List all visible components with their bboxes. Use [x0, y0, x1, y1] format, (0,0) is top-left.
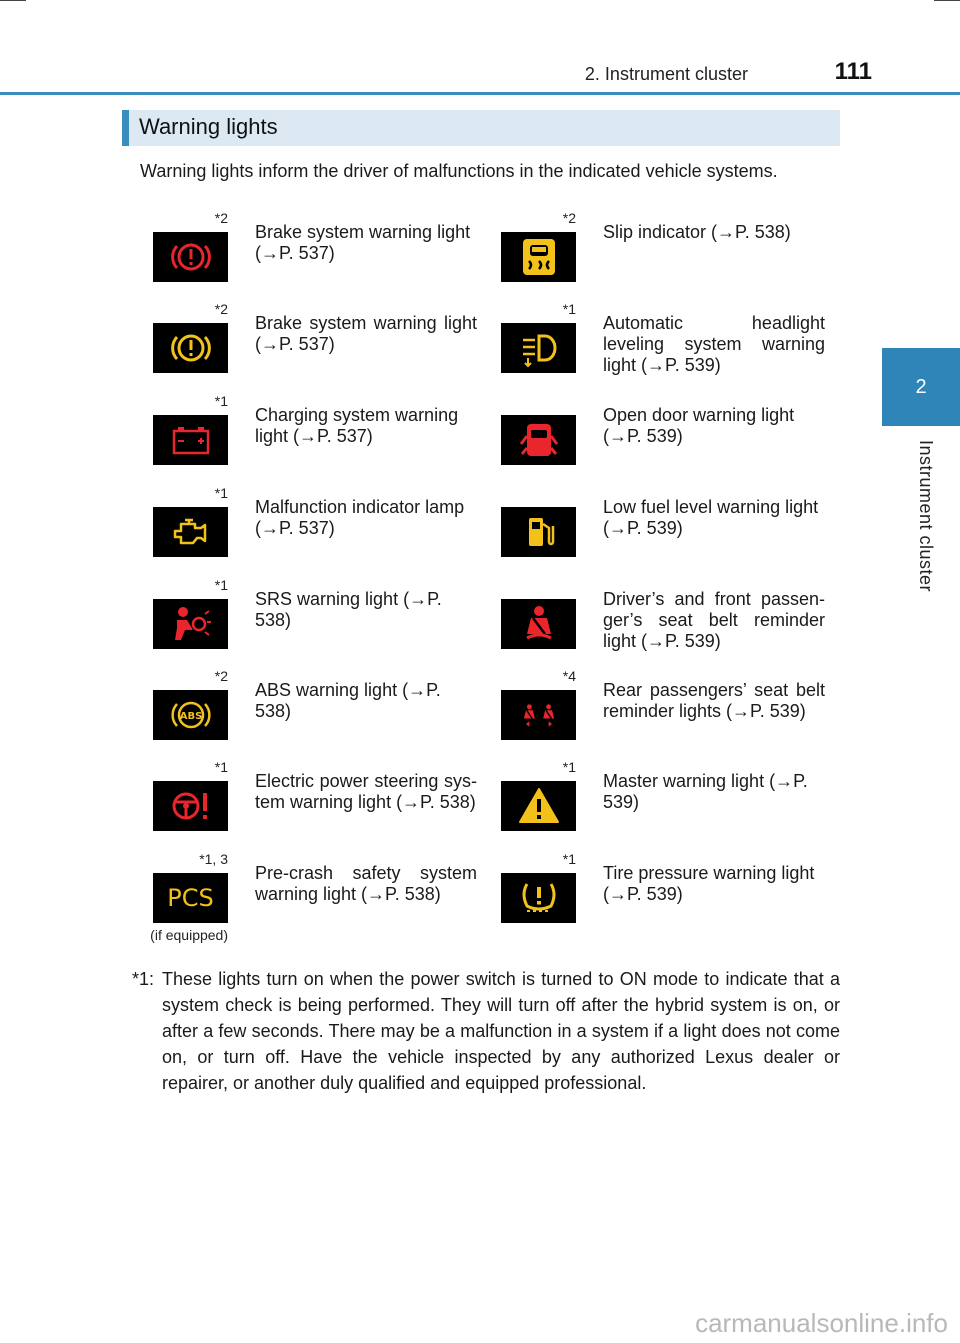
warning-item [140, 668, 490, 756]
rear-seat-belt-icon [501, 690, 576, 740]
power-steering-icon [153, 781, 228, 831]
footnote-ref: *2 [214, 301, 228, 317]
footnote-ref: *2 [214, 668, 228, 684]
warning-description: Slip indicator (→P. 538) [603, 222, 791, 242]
warning-item [140, 577, 490, 665]
footnote-ref: *1 [562, 301, 576, 317]
warning-description: Rear passengers’ seat belt reminder lights (→P. 539) [603, 680, 825, 721]
pcs-icon-label: PCS [167, 884, 214, 912]
airbag-icon [153, 599, 228, 649]
seat-belt-icon [501, 599, 576, 649]
brake-warning-yellow-icon [153, 323, 228, 373]
warning-item [488, 577, 838, 665]
footnote-ref: *1 [214, 577, 228, 593]
master-warning-icon [501, 781, 576, 831]
warning-description: ABS warning light (→P. 538) [255, 680, 441, 721]
footnote-ref: *2 [214, 210, 228, 226]
warning-row [140, 577, 840, 665]
warning-row [140, 393, 840, 481]
open-door-icon [501, 415, 576, 465]
svg-text:ABS: ABS [179, 711, 202, 722]
warning-description: Automatic headlight leveling system warning light (→P. 539) [603, 313, 825, 375]
warning-row [140, 210, 840, 298]
warning-description: Open door warning light (→P. 539) [603, 405, 795, 446]
pcs-icon [153, 873, 228, 923]
warning-description: Tire pressure warning light (→P. 539) [603, 863, 815, 904]
warning-item [488, 759, 838, 847]
slip-indicator-icon [501, 232, 576, 282]
warning-item [488, 851, 838, 939]
warning-row [140, 485, 840, 573]
warning-description: Brake system warning light (→P. 537) [255, 222, 471, 263]
warning-item [140, 210, 490, 298]
battery-icon [153, 415, 228, 465]
warning-description: SRS warning light (→P. 538) [255, 589, 442, 630]
tire-pressure-icon [501, 873, 576, 923]
headlight-leveling-icon [501, 323, 576, 373]
chapter-tab-number: 2 [915, 375, 927, 398]
chapter-title: 2. Instrument cluster [584, 64, 748, 84]
warning-row [140, 759, 840, 847]
warning-description: Master warning light (→P. 539) [603, 771, 808, 812]
footnote-ref: *1, 3 [199, 851, 228, 867]
footnote-ref: *1 [562, 759, 576, 775]
warning-row [140, 668, 840, 756]
section-title: Warning lights [139, 114, 278, 139]
warning-item [488, 668, 838, 756]
footnote-ref: *2 [562, 210, 576, 226]
footnote-mark: *1: [132, 969, 155, 989]
warning-description: Brake system warning light (→P. 537) [255, 313, 477, 354]
page-number: 111 [834, 58, 872, 85]
warning-description: Driver’s and front passen-ger’s seat belt reminder light (→P. 539) [603, 589, 825, 651]
warning-item [140, 851, 490, 943]
warning-item [140, 759, 490, 847]
warning-item [488, 393, 838, 481]
chapter-tab [882, 348, 960, 426]
footnote-ref: *1 [214, 393, 228, 409]
warning-item [140, 485, 490, 573]
warning-description: Low fuel level warning light (→P. 539) [603, 497, 819, 538]
warning-row [140, 851, 840, 943]
warning-item [488, 485, 838, 573]
fuel-pump-icon [501, 507, 576, 557]
crop-mark-right [934, 0, 960, 1]
warning-item [140, 393, 490, 481]
warning-item [488, 210, 838, 298]
footnote-ref: *4 [562, 668, 576, 684]
footnote-ref: *1 [214, 759, 228, 775]
header-rule [0, 92, 960, 95]
warning-description: Malfunction indicator lamp (→P. 537) [255, 497, 465, 538]
intro-text: Warning lights inform the driver of malfunctions in the indicated vehicle systems. [140, 161, 778, 181]
warning-item [140, 301, 490, 389]
footnote-ref: *1 [214, 485, 228, 501]
watermark: carmanualsonline.info [695, 1308, 948, 1338]
page-header [0, 58, 960, 88]
footnote-text: These lights turn on when the power switch is turned to ON mode to indicate that a system check is being performed. They will turn off after the hybrid system is on, or after a few seconds. There may be a malfunction in a system if a light does not come on, or turn off. Have the vehicle inspected by any authorized Lexus dealer or repairer, or another duly qualified and equipped professional. [162, 969, 840, 1093]
chapter-tab-label: Instrument cluster [916, 440, 936, 593]
crop-mark-left [0, 0, 26, 1]
section-heading [122, 110, 840, 146]
warning-description: Charging system warning light (→P. 537) [255, 405, 459, 446]
abs-icon [153, 690, 228, 740]
footnote [132, 966, 840, 1096]
warning-description: Electric power steering sys-tem warning light (→P. 538) [255, 771, 477, 812]
warning-item [488, 301, 838, 389]
footnote-ref: *1 [562, 851, 576, 867]
warning-row [140, 301, 840, 389]
warning-description: Pre-crash safety system warning light (→P. 538) [255, 863, 477, 904]
brake-warning-icon [153, 232, 228, 282]
engine-icon [153, 507, 228, 557]
equipment-note: (if equipped) [150, 927, 228, 943]
